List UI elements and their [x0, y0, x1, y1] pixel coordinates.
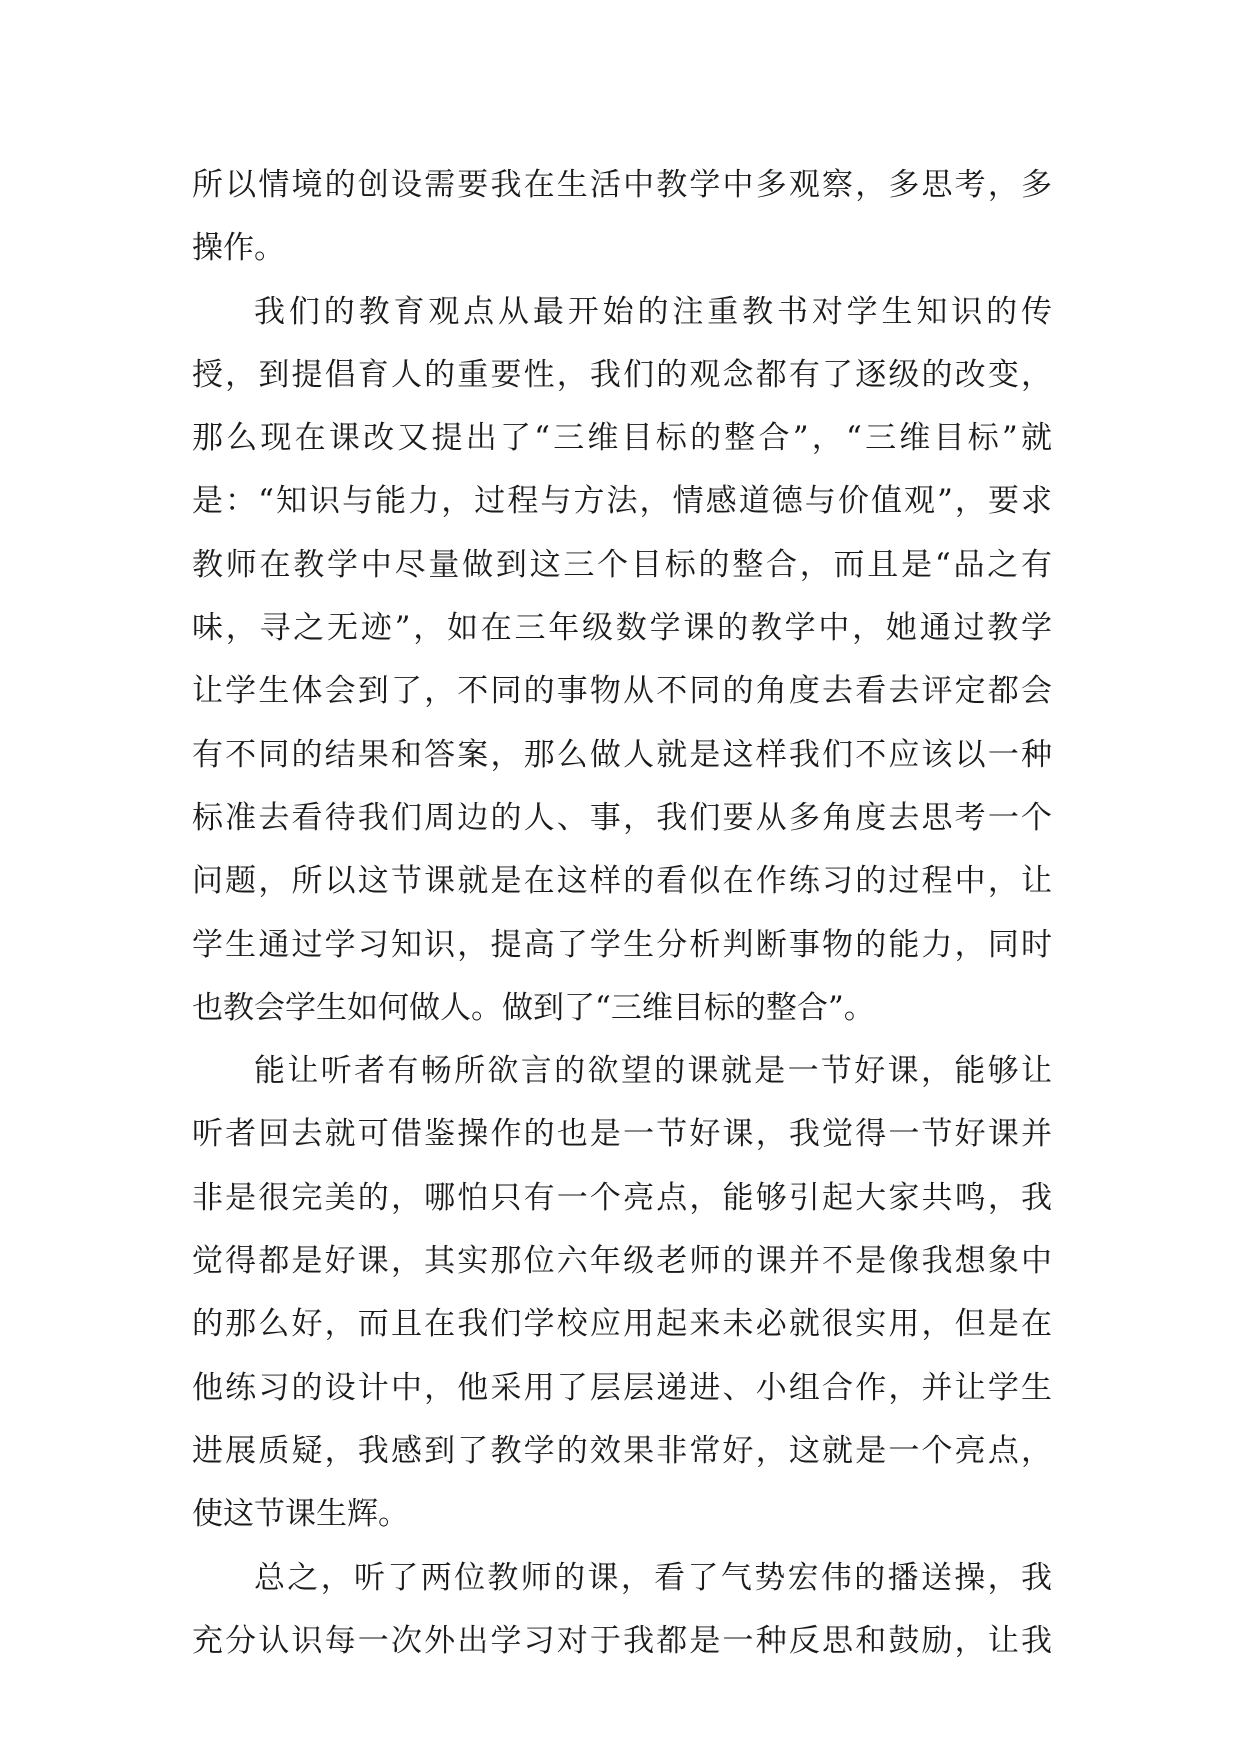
paragraph-first-line: 总之，听了两位教师的课，看了气势宏伟的播送操，我	[254, 1559, 1052, 1596]
paragraph-first-line: 我们的教育观点从最开始的注重教书对学生知识的传	[254, 293, 1052, 330]
text-line: 学生通过学习知识，提高了学生分析判断事物的能力，同时	[192, 926, 1052, 963]
text-line: 问题，所以这节课就是在这样的看似在作练习的过程中，让	[192, 863, 1052, 900]
paragraph-first-line: 能让听者有畅所欲言的欲望的课就是一节好课，能够让	[254, 1053, 1052, 1090]
text-line: 觉得都是好课，其实那位六年级老师的课并不是像我想象中	[192, 1243, 1052, 1280]
text-line: 授，到提倡育人的重要性，我们的观念都有了逐级的改变，	[192, 356, 1052, 393]
text-line: 非是很完美的，哪怕只有一个亮点，能够引起大家共鸣，我	[192, 1179, 1052, 1216]
text-line: 味，寻之无迹”，如在三年级数学课的教学中，她通过教学	[192, 610, 1052, 647]
text-line: 让学生体会到了，不同的事物从不同的角度去看去评定都会	[192, 673, 1052, 710]
text-line: 听者回去就可借鉴操作的也是一节好课，我觉得一节好课并	[192, 1116, 1052, 1153]
text-line: 是：“知识与能力，过程与方法，情感道德与价值观”，要求	[192, 483, 1052, 520]
text-line: 操作。	[192, 230, 285, 267]
text-line: 使这节课生辉。	[192, 1496, 409, 1533]
text-line: 所以情境的创设需要我在生活中教学中多观察，多思考，多	[192, 167, 1052, 203]
text-line: 有不同的结果和答案，那么做人就是这样我们不应该以一种	[192, 736, 1052, 773]
text-line: 的那么好，而且在我们学校应用起来未必就很实用，但是在	[192, 1306, 1052, 1343]
text-line: 教师在教学中尽量做到这三个目标的整合，而且是“品之有	[192, 546, 1052, 583]
document-body	[192, 154, 1052, 1673]
text-line: 标准去看待我们周边的人、事，我们要从多角度去思考一个	[192, 799, 1052, 836]
text-line: 那么现在课改又提出了“三维目标的整合”，“三维目标”就	[192, 420, 1052, 457]
text-line: 也教会学生如何做人。做到了“三维目标的整合”。	[192, 989, 875, 1026]
text-line: 他练习的设计中，他采用了层层递进、小组合作，并让学生	[192, 1369, 1052, 1406]
text-line: 进展质疑，我感到了教学的效果非常好，这就是一个亮点，	[192, 1432, 1052, 1469]
text-line: 充分认识每一次外出学习对于我都是一种反思和鼓励，让我	[192, 1622, 1052, 1659]
